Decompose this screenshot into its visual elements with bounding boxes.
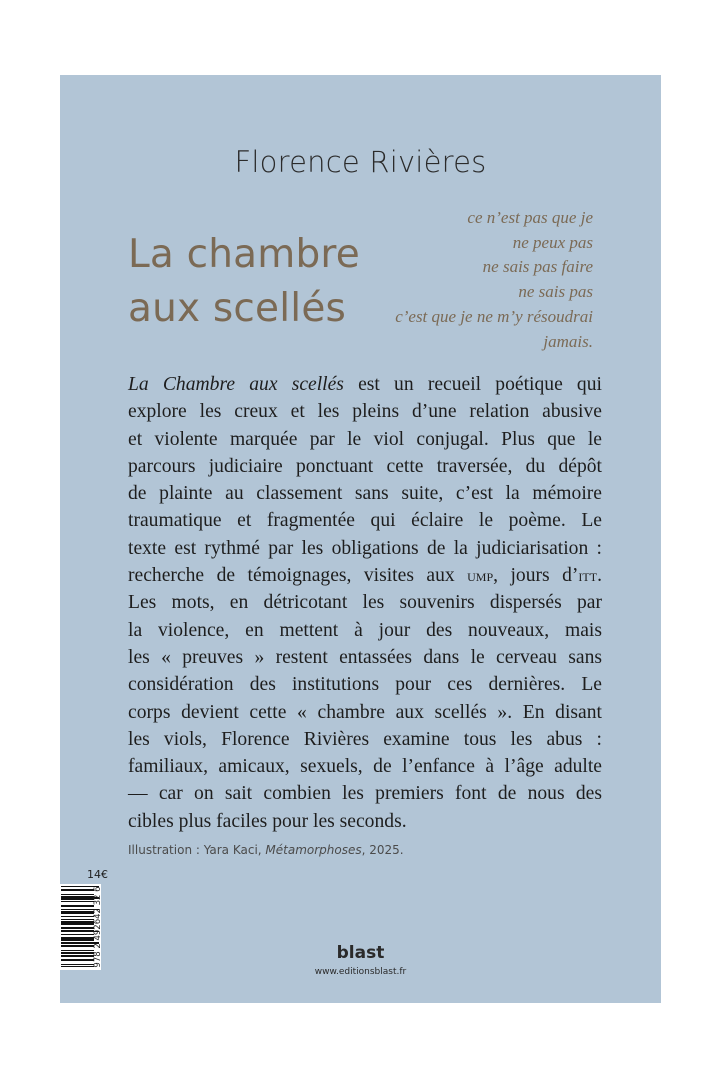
isbn: 978 2 492642 32 6 — [93, 886, 103, 968]
barcode-bar — [61, 964, 94, 965]
barcode-bar — [61, 940, 94, 941]
barcode-bar — [61, 890, 94, 891]
summary-text: recherche de témoignages, visites aux — [128, 565, 468, 587]
epigraph-line: ne sais pas faire — [482, 257, 593, 277]
summary-line: corps devient cette « chambre aux scellés ». En disant — [128, 701, 602, 723]
epigraph-line: c’est que je ne m’y résoudrai — [395, 306, 593, 326]
summary-line: de plainte au classement sans suite, c’est la mémoire — [128, 483, 602, 505]
barcode-bar — [61, 916, 94, 917]
barcode-bar — [61, 899, 94, 900]
summary-line: et violente marquée par le viol conjugal. Plus que le — [128, 428, 602, 450]
summary-line: les viols, Florence Rivières examine tous les abus : — [128, 728, 602, 750]
title-line-2: aux scellés — [128, 286, 347, 331]
summary-acronym: ump — [467, 566, 494, 586]
illustration-credit — [128, 843, 404, 857]
barcode-bar — [61, 934, 94, 935]
summary-line: parcours judiciaire ponctuant cette traversée, du dépôt — [128, 455, 602, 477]
summary-line: considération des institutions pour ces dernières. Le — [128, 674, 602, 696]
summary-line: — car on sait combien les premiers font de nous des — [128, 783, 602, 805]
barcode-bar — [61, 919, 94, 920]
publisher-website: www.editionsblast.fr — [314, 967, 407, 977]
barcode-bar — [61, 912, 94, 913]
summary-acronym: itt — [578, 566, 598, 586]
summary-text: est un recueil poétique qui — [343, 374, 602, 395]
barcode-bar — [61, 924, 94, 925]
epigraph-line: ce n’est pas que je — [467, 208, 593, 227]
summary-line — [128, 371, 602, 398]
barcode-bar — [61, 894, 94, 895]
credit-text: Illustration : Yara Kaci, — [128, 843, 266, 857]
publisher-logo: blast — [336, 943, 385, 963]
price: 14€ — [87, 868, 108, 881]
summary-line: familiaux, amicaux, sexuels, de l’enfance à l’âge adulte — [128, 756, 602, 778]
summary-line: Les mots, en détricotant les souvenirs dispersés par — [128, 592, 602, 614]
author-name: Florence Rivières — [234, 145, 487, 179]
book-summary — [128, 371, 602, 835]
summary-text: . — [597, 565, 602, 587]
credit-work-title: Métamorphoses — [265, 843, 362, 857]
summary-line — [128, 562, 602, 589]
title-line-1: La chambre — [128, 232, 361, 277]
epigraph-line: ne sais pas — [518, 282, 593, 302]
barcode-bar — [61, 901, 94, 902]
barcode-bar — [61, 927, 94, 928]
book-title — [128, 228, 360, 336]
epigraph-line: ne peux pas — [512, 232, 593, 252]
summary-text: , jours d’ — [493, 565, 579, 587]
summary-line: la violence, en mettent à jour des nouveaux, mais — [128, 619, 602, 641]
credit-text: , 2025. — [361, 843, 404, 857]
epigraph — [395, 206, 593, 354]
epigraph-line: jamais. — [543, 331, 593, 351]
summary-title-italic: La Chambre aux scellés — [128, 374, 344, 395]
summary-line: texte est rythmé par les obligations de la judiciarisation : — [128, 537, 602, 559]
barcode-bar — [61, 906, 94, 907]
summary-line: les « preuves » restent entassées dans le cerveau sans — [128, 646, 602, 668]
summary-line: explore les creux et les pleins d’une relation abusive — [128, 401, 602, 423]
back-cover — [60, 75, 661, 1003]
summary-line: traumatique et fragmentée qui éclaire le poème. Le — [128, 510, 602, 532]
summary-line: cibles plus faciles pour les seconds. — [128, 810, 407, 832]
